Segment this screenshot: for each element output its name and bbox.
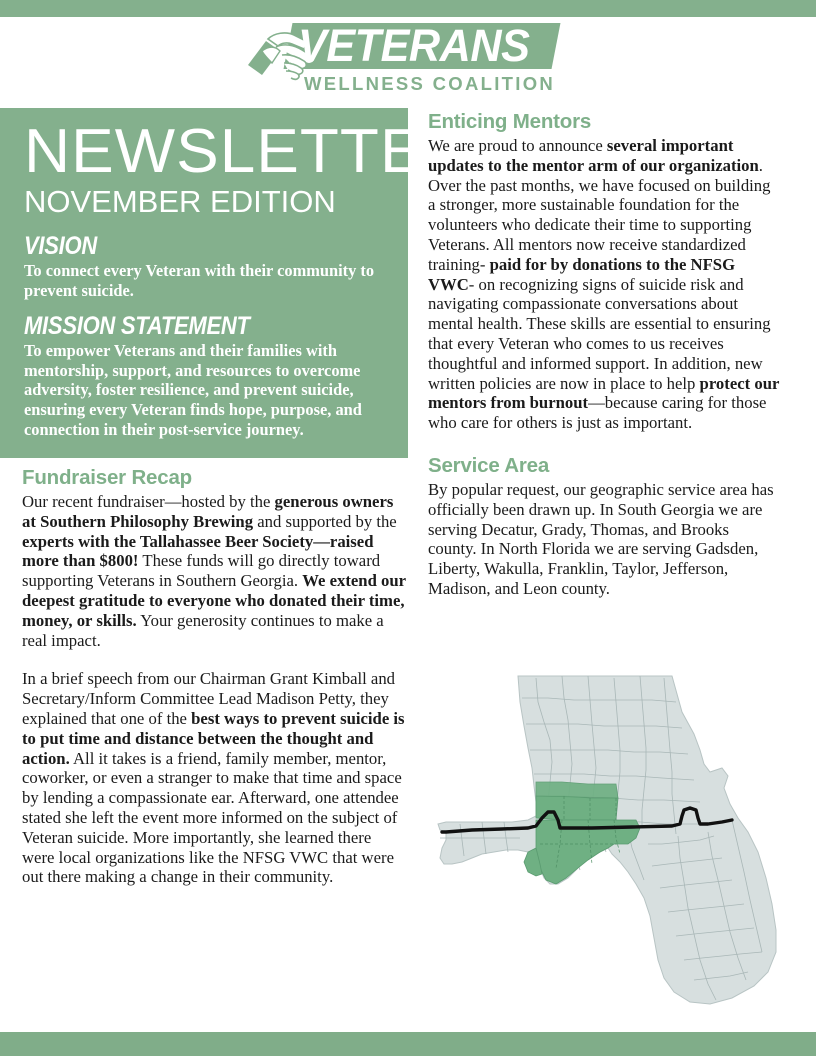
logo-header — [0, 17, 816, 105]
bottom-accent-bar — [0, 1032, 816, 1056]
vision-text: To connect every Veteran with their community to prevent suicide. — [24, 261, 375, 300]
fundraiser-paragraph-2 — [22, 669, 406, 887]
service-area-map — [432, 672, 784, 1012]
mentors-paragraph-1 — [428, 136, 780, 433]
text-emphasis: We extend our deepest gratitude to everyone who donated their time, money, or skills. — [22, 571, 406, 630]
mission-text: To empower Veterans and their families with mentorship, support, and resources to overcome adversity, foster resilience, and prevent suicide, ensuring every Veteran finds hope, purpose, and connection in their post-service journey. — [24, 341, 362, 439]
service-area-paragraph: By popular request, our geographic service area has officially been drawn up. In South Georgia we are serving Decatur, Grady, Thomas, and Brooks county. In North Florida we are serving Gadsden, Liberty, Wakulla, Franklin, Taylor, Jefferson, Madison, and Leon county. — [428, 479, 774, 598]
mentors-heading: Enticing Mentors — [428, 110, 592, 133]
text-run: In a brief speech from our Chairman Grant Kimball and Secretary/Inform Committee Lead Madison Petty, they explained that one of the — [22, 669, 396, 728]
brand-logo — [246, 19, 566, 103]
vision-heading: VISION — [24, 232, 97, 260]
text-emphasis: paid for by donations to the NFSG VWC — [428, 254, 736, 294]
map-highlight-georgia — [536, 782, 618, 820]
text-emphasis: several important updates to the mentor arm of our organization — [428, 136, 759, 175]
right-column — [428, 110, 780, 599]
text-emphasis: protect our mentors from burnout — [428, 373, 780, 413]
text-emphasis: experts with the Tallahassee Beer Society—raised more than $800! — [22, 531, 374, 571]
page-title: NEWSLETTER — [24, 117, 471, 186]
edition-subtitle: NOVEMBER EDITION — [24, 184, 336, 219]
text-run: All it takes is a friend, family member, mentor, coworker, or even a stranger to make that time and space by lending a compassionate ear. Afterward, one attendee stated she left the event more informed on the subject of Veteran suicide. More importantly, she learned there were local organizations like the NFSG VWC that were out there making a change in their community. — [22, 748, 402, 887]
logo-wordmark: VETERANS — [298, 20, 530, 71]
masthead-panel — [0, 108, 471, 458]
text-emphasis: best ways to prevent suicide is to put time and distance between the thought and action. — [22, 708, 405, 768]
text-run: These funds will go directly toward supporting Veterans in Southern Georgia. — [22, 551, 381, 591]
text-run: and supported by the — [253, 511, 397, 531]
logo-tagline: WELLNESS COALITION — [304, 73, 556, 94]
service-area-heading: Service Area — [428, 453, 550, 477]
text-emphasis: generous owners at Southern Philosophy Brewing — [22, 492, 394, 531]
text-run: We are proud to announce — [428, 136, 607, 155]
top-accent-bar — [0, 0, 816, 17]
text-run: - on recognizing signs of suicide risk and navigating compassionate conversations about mental health. These skills are essential to ensuring that every Veteran who comes to us receives thoughtful and informed support. In addition, new written policies are now in place to help — [428, 274, 771, 393]
text-run: Your generosity continues to make a real impact. — [22, 610, 384, 650]
fundraiser-heading: Fundraiser Recap — [22, 466, 192, 489]
mission-heading: MISSION STATEMENT — [24, 312, 250, 341]
text-run: —because caring for those who care for others is just as important. — [428, 393, 767, 433]
text-run: Our recent fundraiser—hosted by the — [22, 492, 275, 511]
left-column — [22, 466, 406, 887]
text-run: . Over the past months, we have focused on building a stronger, more sustainable foundation for the volunteers who dedicate their time to supporting Veterans. All mentors now receive standardized training- — [428, 155, 771, 274]
georgia-florida-map-graphic — [432, 672, 784, 1012]
fundraiser-paragraph-1 — [22, 492, 406, 650]
